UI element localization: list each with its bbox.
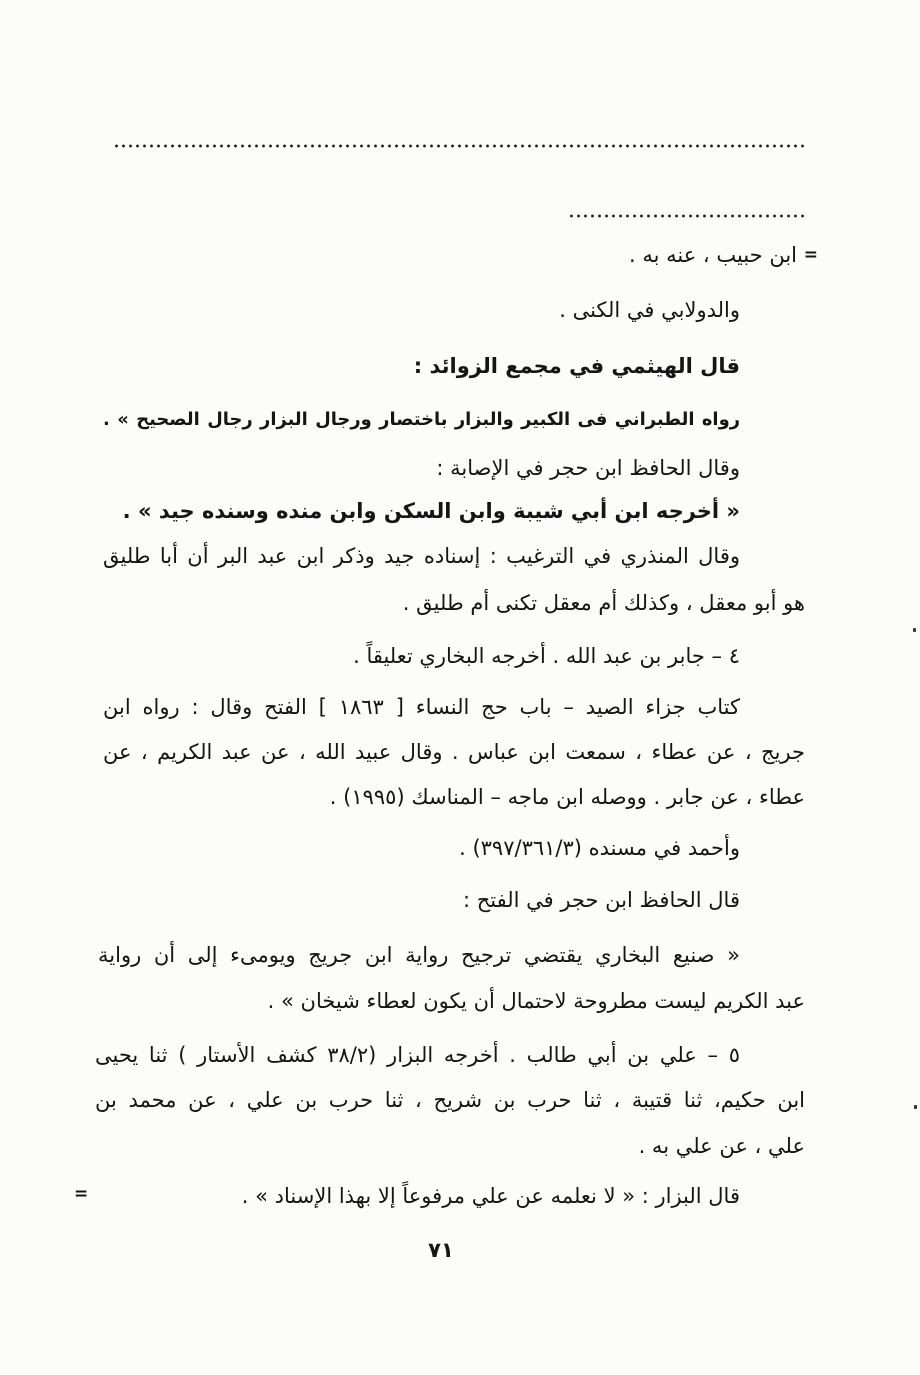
paragraph-line: علي ، عن علي به . (638, 1134, 805, 1158)
item-4-heading: ٤ – جابر بن عبد الله . أخرجه البخاري تعليقاً . (353, 644, 740, 668)
scan-speck (913, 628, 916, 632)
continued-citation-line: ابن حبيب ، عنه به . (629, 243, 797, 267)
continuation-mark: = (74, 1184, 89, 1204)
quotation-line: رواه الطبراني فى الكبير والبزار باختصار ورجال البزار رجال الصحيح » . (103, 409, 740, 430)
paragraph-line: هو أبو معقل ، وكذلك أم معقل تكنى أم طليق . (402, 591, 805, 615)
paragraph-line: عطاء ، عن جابر . ووصله ابن ماجه – المناسك (١٩٩٥) . (329, 785, 805, 809)
quotation-line: « أخرجه ابن أبي شيبة وابن السكن وابن منده وسنده جيد » . (122, 499, 740, 523)
citation-intro-line: وقال الحافظ ابن حجر في الإصابة : (436, 456, 740, 480)
citation-line: وأحمد في مسنده (٣٩٧/٣٦١/٣) . (459, 836, 740, 860)
quotation-line: قال البزار : « لا نعلمه عن علي مرفوعاً إلا بهذا الإسناد » . (241, 1184, 740, 1208)
citation-intro-line: قال الهيثمي في مجمع الزوائد : (413, 354, 740, 378)
scan-speck (914, 1105, 917, 1109)
citation-line: والدولابي في الكنى . (559, 298, 740, 322)
quotation-line: « صنيع البخاري يقتضي ترجيح رواية ابن جريج ويومىء إلى أن رواية (98, 943, 740, 967)
dotted-separator-short (568, 214, 805, 218)
continuation-mark: = (803, 245, 818, 265)
paragraph-line: جريج ، عن عطاء ، سمعت ابن عباس . وقال عبيد الله ، عن عبد الكريم ، عن (103, 740, 805, 764)
paragraph-line: وقال المنذري في الترغيب : إسناده جيد وذكر ابن عبد البر أن أبا طليق (103, 544, 740, 568)
paragraph-line: كتاب جزاء الصيد – باب حج النساء [ ١٨٦٣ ] الفتح وقال : رواه ابن (103, 695, 740, 719)
item-5-heading: ٥ – علي بن أبي طالب . أخرجه البزار (٣٨/٢ كشف الأستار ) ثنا يحيى (95, 1043, 740, 1067)
citation-intro-line: قال الحافظ ابن حجر في الفتح : (462, 888, 740, 912)
page-number: ٧١ (428, 1238, 454, 1262)
paragraph-line: ابن حكيم، ثنا قتيبة ، ثنا حرب بن شريح ، ثنا حرب بن علي ، عن محمد بن (95, 1088, 805, 1112)
dotted-separator (113, 144, 805, 148)
quotation-line: عبد الكريم ليست مطروحة لاحتمال أن يكون لعطاء شيخان » . (267, 989, 805, 1013)
